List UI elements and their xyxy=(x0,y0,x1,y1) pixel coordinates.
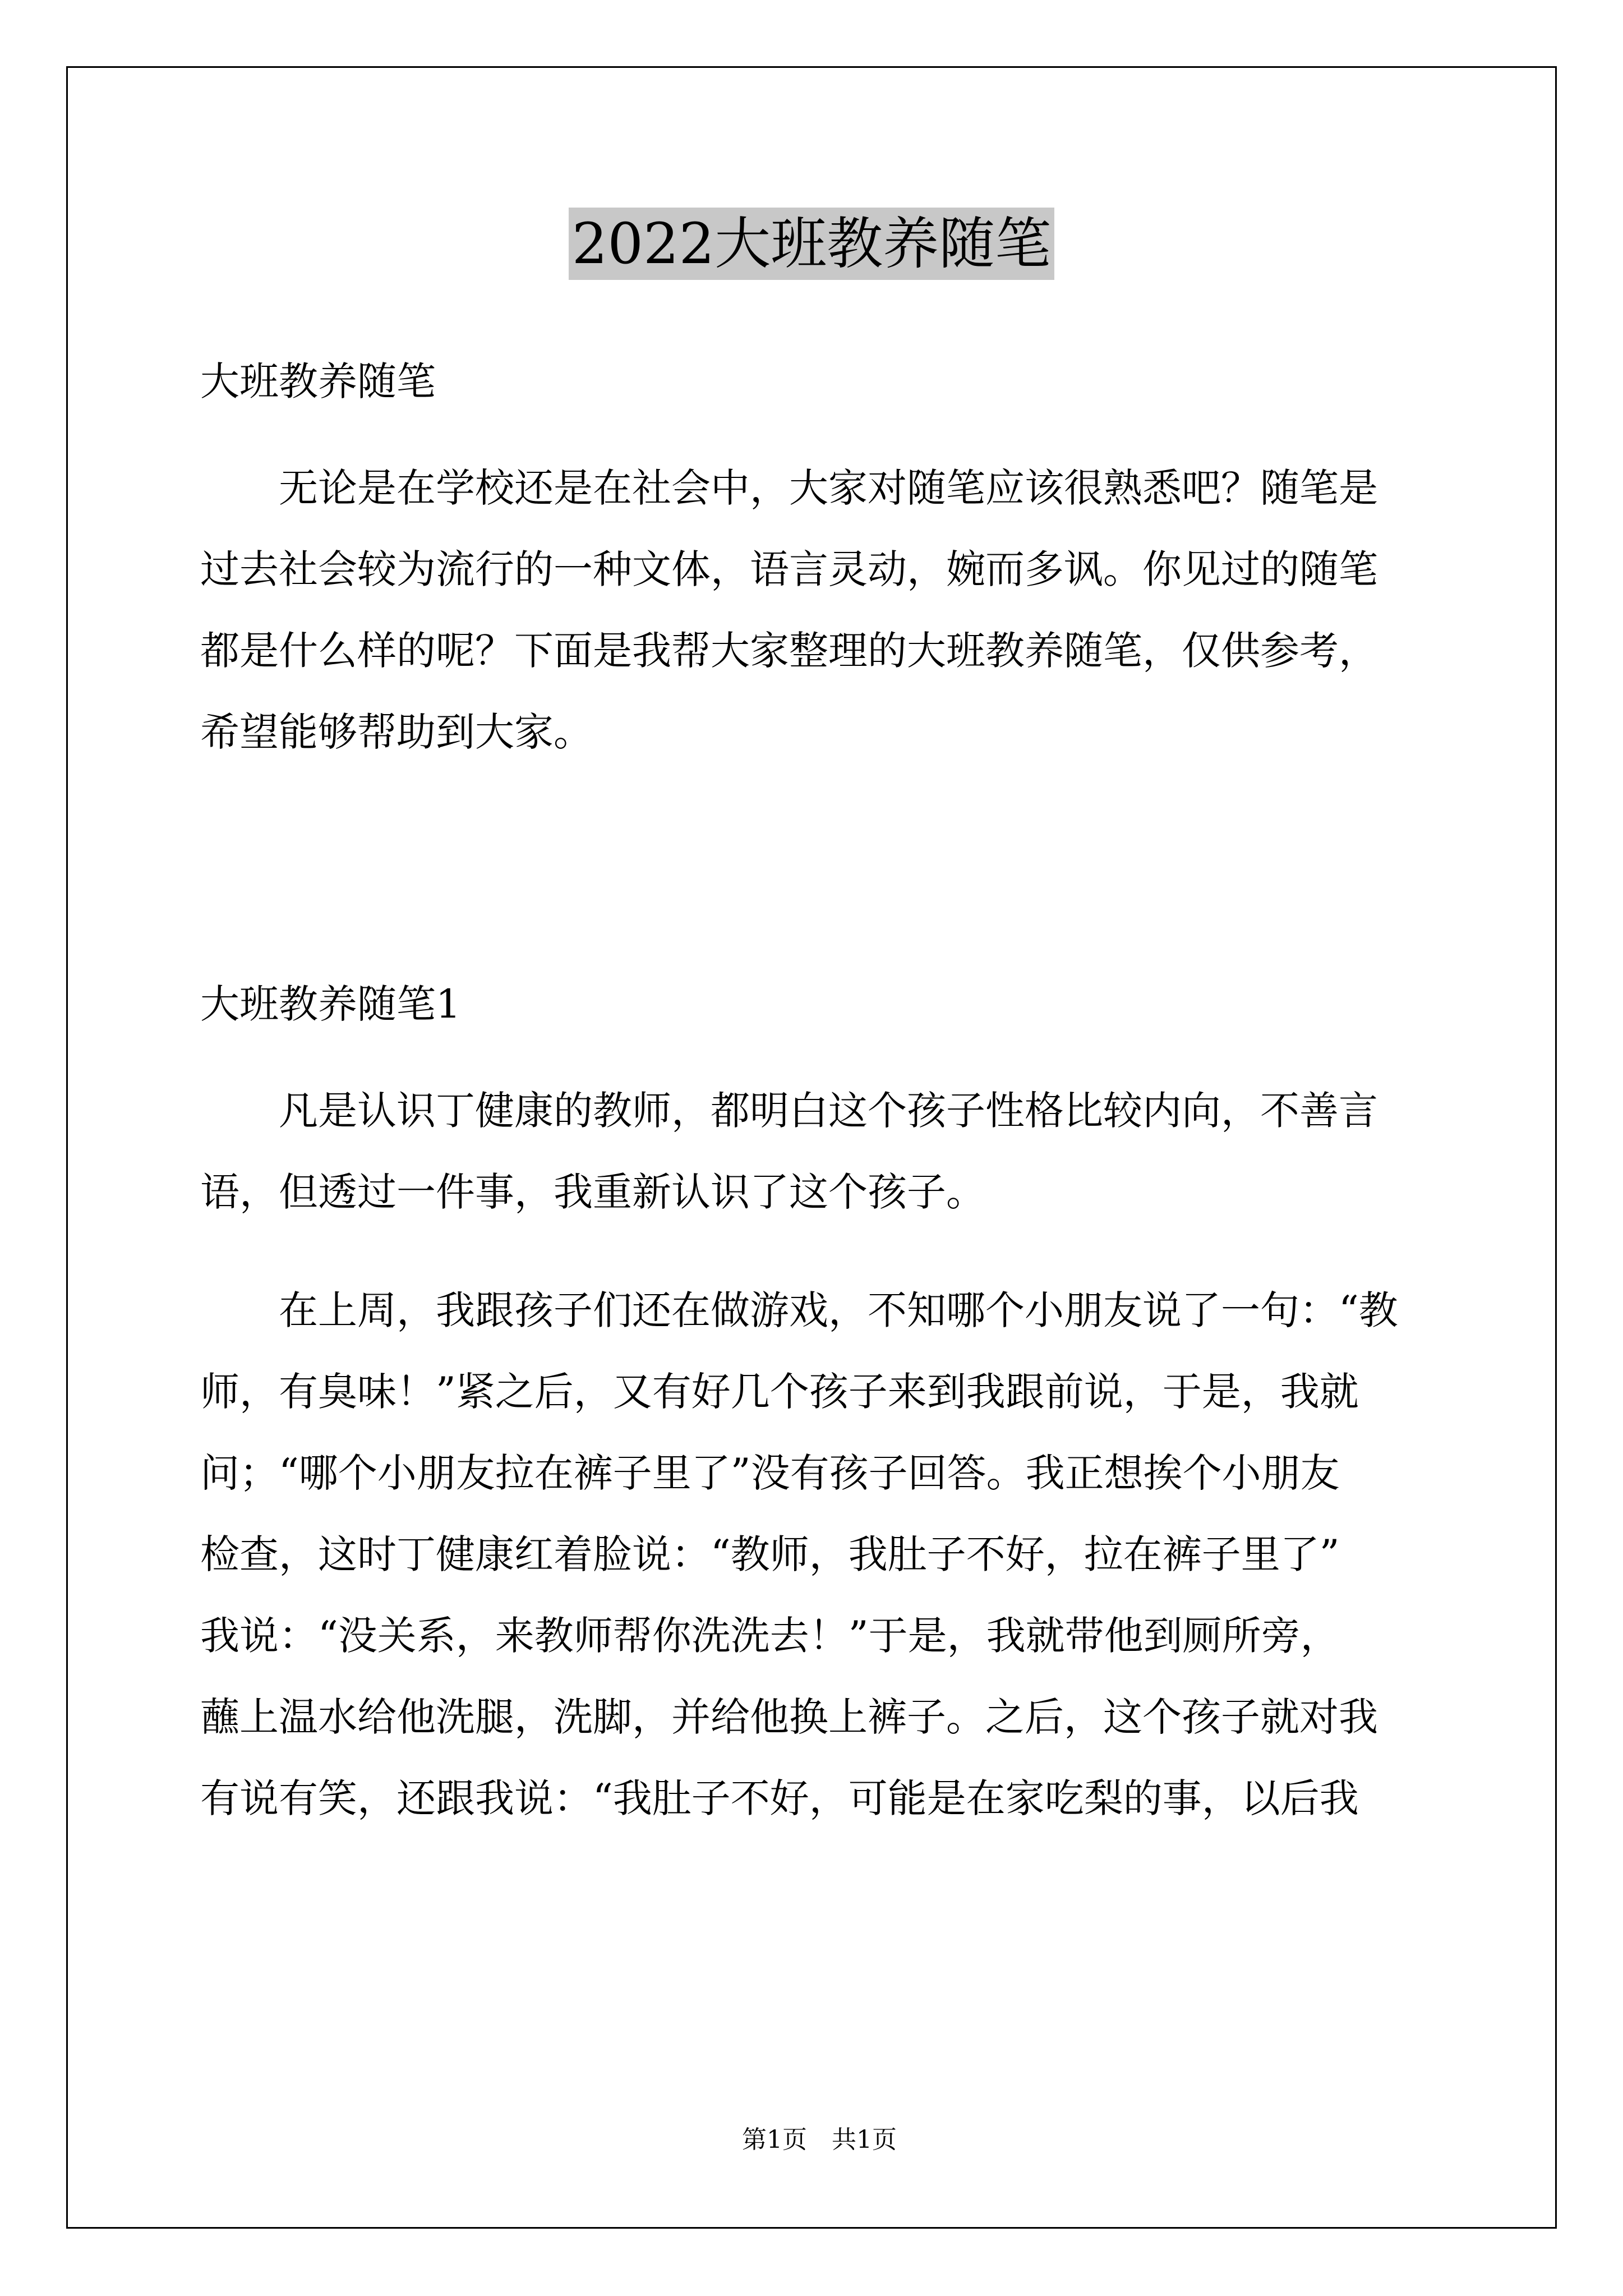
page-number-text: 第1页 共1页 xyxy=(741,2125,897,2154)
section1-paragraph-1 xyxy=(200,1070,1434,1233)
paragraph-line: 过去社会较为流行的一种文体，语言灵动，婉而多讽。你见过的随笔 xyxy=(200,546,1378,592)
paragraph-line: 有说有笑，还跟我说：“我肚子不好，可能是在家吃梨的事，以后我 xyxy=(200,1775,1359,1821)
paragraph-line: 检查，这时丁健康红着脸说：“教师，我肚子不好，拉在裤子里了” xyxy=(200,1531,1340,1577)
paragraph-line: 我说：“没关系，来教师帮你洗洗去！”于是，我就带他到厕所旁， xyxy=(200,1613,1340,1659)
paragraph-line: 都是什么样的呢？下面是我帮大家整理的大班教养随笔，仅供参考， xyxy=(200,628,1378,674)
intro-paragraph xyxy=(200,448,1434,773)
paragraph-line: 语，但透过一件事，我重新认识了这个孩子。 xyxy=(200,1169,985,1215)
section1-paragraph-2 xyxy=(200,1270,1434,1839)
paragraph-line: 师，有臭味！”紧之后，又有好几个孩子来到我跟前说，于是，我就 xyxy=(200,1369,1359,1415)
page-footer xyxy=(0,2090,1623,2157)
intro-heading xyxy=(200,341,1434,422)
document-title-text: 2022大班教养随笔 xyxy=(569,208,1055,280)
paragraph-line: 在上周，我跟孩子们还在做游戏，不知哪个小朋友说了一句：“教 xyxy=(200,1287,1398,1333)
section1-heading-text: 大班教养随笔1 xyxy=(200,981,461,1027)
paragraph-line: 凡是认识丁健康的教师，都明白这个孩子性格比较内向，不善言 xyxy=(200,1088,1378,1134)
document-title xyxy=(0,202,1623,286)
intro-heading-text: 大班教养随笔 xyxy=(200,358,436,404)
paragraph-line: 问；“哪个小朋友拉在裤子里了”没有孩子回答。我正想挨个小朋友 xyxy=(200,1450,1340,1496)
section1-heading xyxy=(200,964,1434,1045)
paragraph-line: 希望能够帮助到大家。 xyxy=(200,709,593,755)
paragraph-line: 无论是在学校还是在社会中，大家对随笔应该很熟悉吧？随笔是 xyxy=(200,465,1378,511)
paragraph-line: 蘸上温水给他洗腿，洗脚，并给他换上裤子。之后，这个孩子就对我 xyxy=(200,1694,1378,1740)
